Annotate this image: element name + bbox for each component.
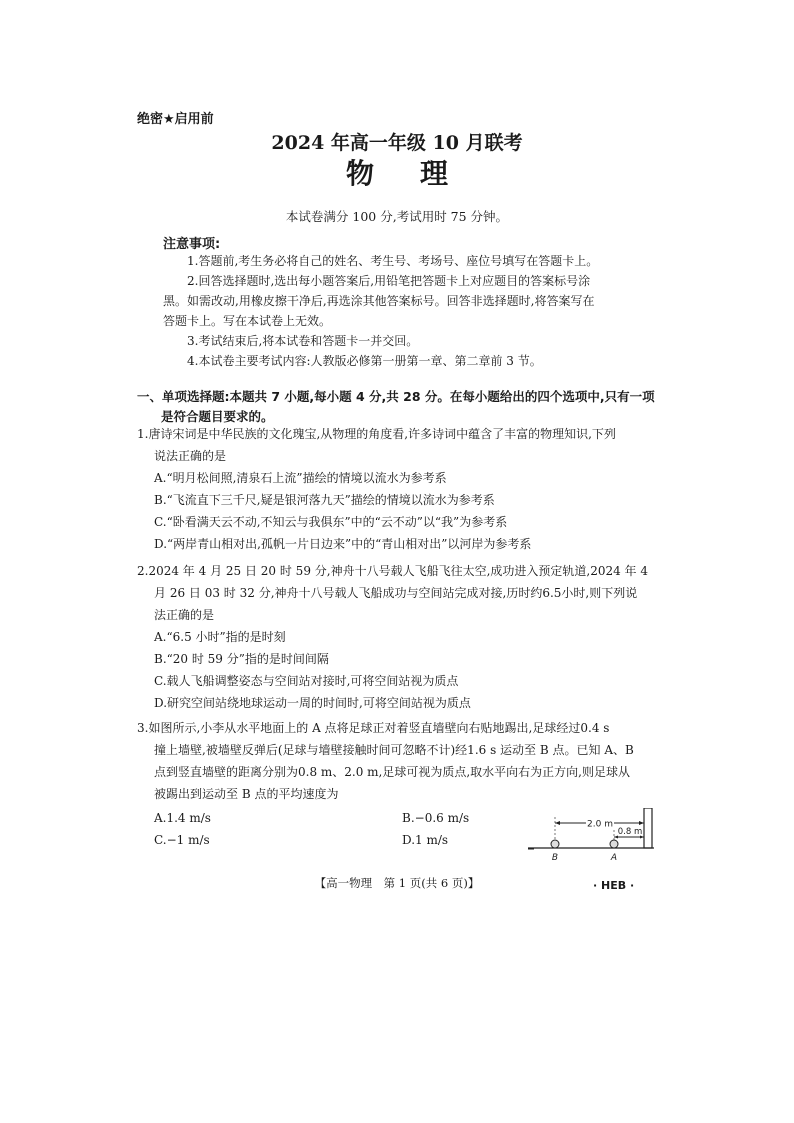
- note-line: 2.回答选择题时,选出每小题答案后,用铅笔把答题卡上对应题目的答案标号涂: [187, 274, 591, 288]
- section-heading: 一、单项选择题:本题共 7 小题,每小题 4 分,共 28 分。在每小题给出的四个选项中,只有一项: [137, 389, 655, 404]
- ball-b: [551, 840, 559, 848]
- notes-heading: 注意事项:: [163, 237, 221, 252]
- subject-title: 物理: [345, 157, 494, 190]
- q3-option-d: D.1 m/s: [402, 833, 449, 847]
- q3-option-c: C.−1 m/s: [154, 833, 210, 847]
- q2-option-a: A.“6.5 小时”指的是时刻: [154, 630, 286, 644]
- q3-option-a: A.1.4 m/s: [154, 811, 211, 825]
- wall-ball-figure: [528, 808, 658, 864]
- q1-option-d: D.“两岸青山相对出,孤帆一片日边来”中的“青山相对出”以河岸为参考系: [154, 537, 532, 551]
- q3-option-b: B.−0.6 m/s: [402, 811, 470, 825]
- exam-info: 本试卷满分 100 分,考试用时 75 分钟。: [285, 209, 509, 224]
- q2-stem: 2.2024 年 4 月 25 日 20 时 59 分,神舟十八号载人飞船飞往太空,成功进入预定轨道,2024 年 4: [137, 564, 649, 578]
- note-line: 4.本试卷主要考试内容:人教版必修第一册第一章、第二章前 3 节。: [187, 354, 542, 368]
- q3-stem: 点到竖直墙壁的距离分别为0.8 m、2.0 m,足球可视为质点,取水平向右为正方向,则足球从: [154, 765, 631, 779]
- note-line: 答题卡上。写在本试卷上无效。: [163, 314, 332, 328]
- q3-stem: 3.如图所示,小李从水平地面上的 A 点将足球正对着竖直墙壁向右贴地踢出,足球经过0.4 s: [137, 721, 610, 735]
- section-heading-cont: 是符合题目要求的。: [161, 409, 274, 424]
- confidential-mark: 绝密★启用前: [137, 112, 214, 127]
- label-a: A: [610, 853, 618, 863]
- wall: [644, 808, 652, 848]
- page-footer: 【高一物理 第 1 页(共 6 页)】: [314, 876, 480, 890]
- label-b: B: [551, 853, 559, 863]
- q1-stem: 说法正确的是: [154, 449, 227, 463]
- q2-option-d: D.研究空间站绕地球运动一周的时间时,可将空间站视为质点: [154, 696, 471, 710]
- q1-option-b: B.“飞流直下三千尺,疑是银河落九天”描绘的情境以流水为参考系: [154, 493, 495, 507]
- note-line: 黑。如需改动,用橡皮擦干净后,再选涂其他答案标号。回答非选择题时,将答案写在: [163, 294, 595, 308]
- q3-stem: 撞上墙壁,被墙壁反弹后(足球与墙壁接触时间可忽略不计)经1.6 s 运动至 B 点。已知 A、B: [154, 743, 634, 757]
- label-08m: 0.8 m: [617, 827, 643, 837]
- q2-stem: 月 26 日 03 时 32 分,神舟十八号载人飞船成功与空间站完成对接,历时约6.5小时,则下列说: [154, 586, 638, 600]
- q2-stem: 法正确的是: [154, 608, 215, 622]
- label-2m: 2.0 m: [587, 819, 613, 830]
- note-line: 1.答题前,考生务必将自己的姓名、考生号、考场号、座位号填写在答题卡上。: [187, 254, 599, 268]
- q1-option-a: A.“明月松间照,清泉石上流”描绘的情境以流水为参考系: [154, 471, 447, 485]
- ball-a: [610, 840, 618, 848]
- q2-option-c: C.载人飞船调整姿态与空间站对接时,可将空间站视为质点: [154, 674, 459, 688]
- exam-code: · HEB ·: [593, 879, 635, 892]
- q1-stem: 1.唐诗宋词是中华民族的文化瑰宝,从物理的角度看,许多诗词中蕴含了丰富的物理知识,下列: [137, 427, 616, 441]
- exam-title: 2024 年高一年级 10 月联考: [271, 132, 523, 154]
- q1-option-c: C.“卧看满天云不动,不知云与我俱东”中的“云不动”以“我”为参考系: [154, 515, 508, 529]
- note-line: 3.考试结束后,将本试卷和答题卡一并交回。: [187, 334, 419, 348]
- q2-option-b: B.“20 时 59 分”指的是时间间隔: [154, 652, 329, 666]
- q3-stem: 被踢出到运动至 B 点的平均速度为: [154, 787, 339, 801]
